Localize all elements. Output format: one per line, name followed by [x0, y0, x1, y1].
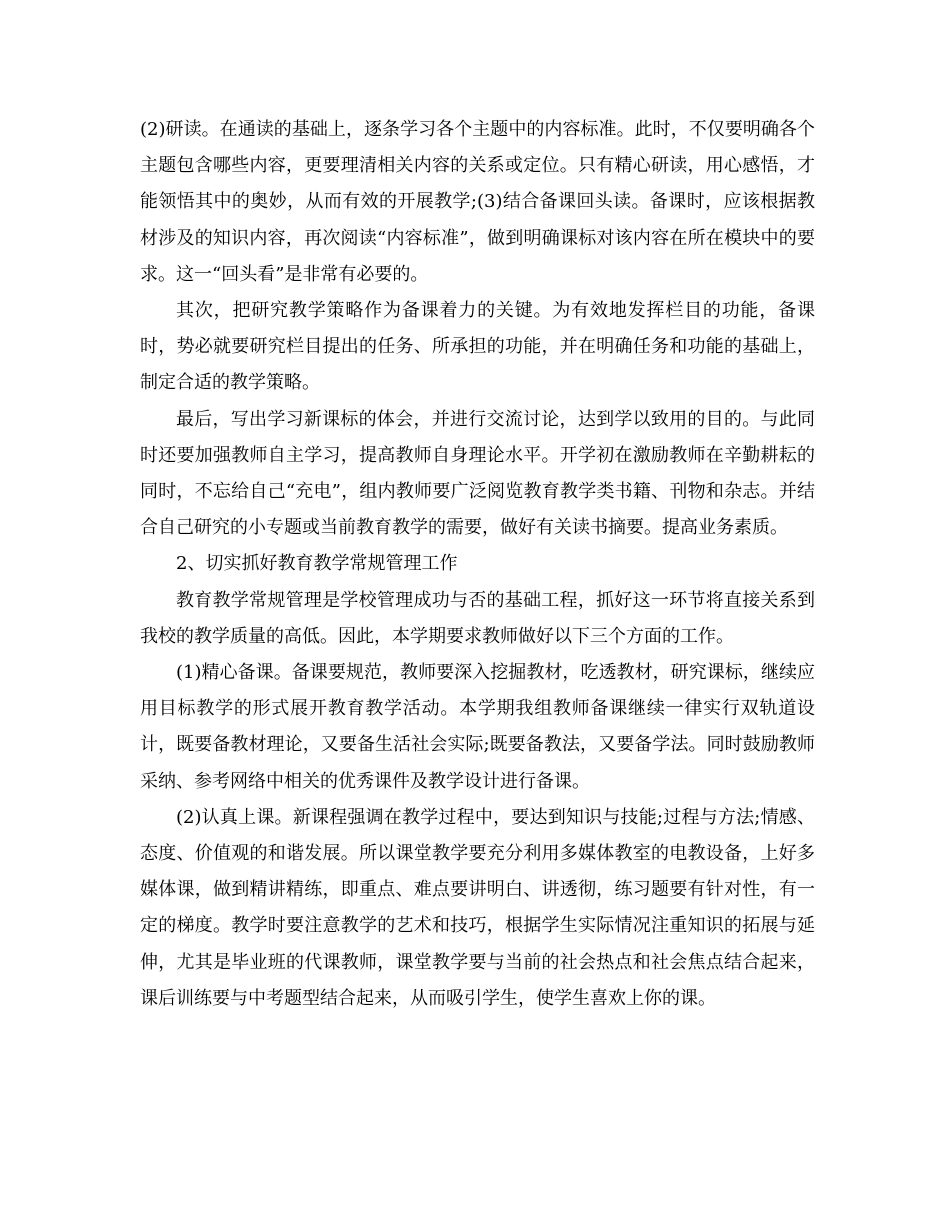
paragraph-teaching-class: (2)认真上课。新课程强调在教学过程中，要达到知识与技能;过程与方法;情感、态度、价值观的和谐发展。所以课堂教学要充分利用多媒体教室的电教设备，上好多媒体课，做到精讲精练，即重点、难点要讲明白、讲透彻，练习题要有针对性，有一定的梯度。教学时要注意教学的艺术和技巧，根据学生实际情况注重知识的拓展与延伸，尤其是毕业班的代课教师，课堂教学要与当前的社会热点和社会焦点结合起来，课后训练要与中考题型结合起来，从而吸引学生，使学生喜欢上你的课。 [140, 806, 815, 1009]
paragraph-lesson-preparation: (1)精心备课。备课要规范，教师要深入挖掘教材，吃透教材，研究课标，继续应用目标教学的形式展开教育教学活动。本学期我组教师备课继续一律实行双轨道设计，既要备教材理论，又要备生活社会实际;既要备教法，又要备学法。同时鼓励教师采纳、参考网络中相关的优秀课件及教学设计进行备课。 [140, 662, 815, 792]
paragraph-intensive-reading: (2)研读。在通读的基础上，逐条学习各个主题中的内容标准。此时，不仅要明确各个主题包含哪些内容，更要理清相关内容的关系或定位。只有精心研读，用心感悟，才能领悟其中的奥妙，从而有效的开展教学;(3)结合备课回头读。备课时，应该根据教材涉及的知识内容，再次阅读“内容标准”，做到明确课标对该内容在所在模块中的要求。这一“回头看”是非常有必要的。 [140, 119, 815, 285]
paragraph-reflection: 最后，写出学习新课标的体会，并进行交流讨论，达到学以致用的目的。与此同时还要加强教师自主学习，提高教师自身理论水平。开学初在激励教师在辛勤耕耘的同时，不忘给自己“充电”，组内教师要广泛阅览教育教学类书籍、刊物和杂志。并结合自己研究的小专题或当前教育教学的需要，做好有关读书摘要。提高业务素质。 [140, 408, 815, 539]
document-body [140, 112, 815, 1017]
section-heading-routine-management: 2、切实抓好教育教学常规管理工作 [176, 553, 458, 575]
paragraph-routine-management: 教育教学常规管理是学校管理成功与否的基础工程，抓好这一环节将直接关系到我校的教学质量的高低。因此，本学期要求教师做好以下三个方面的工作。 [140, 589, 815, 647]
paragraph-teaching-strategy: 其次，把研究教学策略作为备课着力的关键。为有效地发挥栏目的功能，备课时，势必就要研究栏目提出的任务、所承担的功能，并在明确任务和功能的基础上，制定合适的教学策略。 [140, 300, 815, 394]
